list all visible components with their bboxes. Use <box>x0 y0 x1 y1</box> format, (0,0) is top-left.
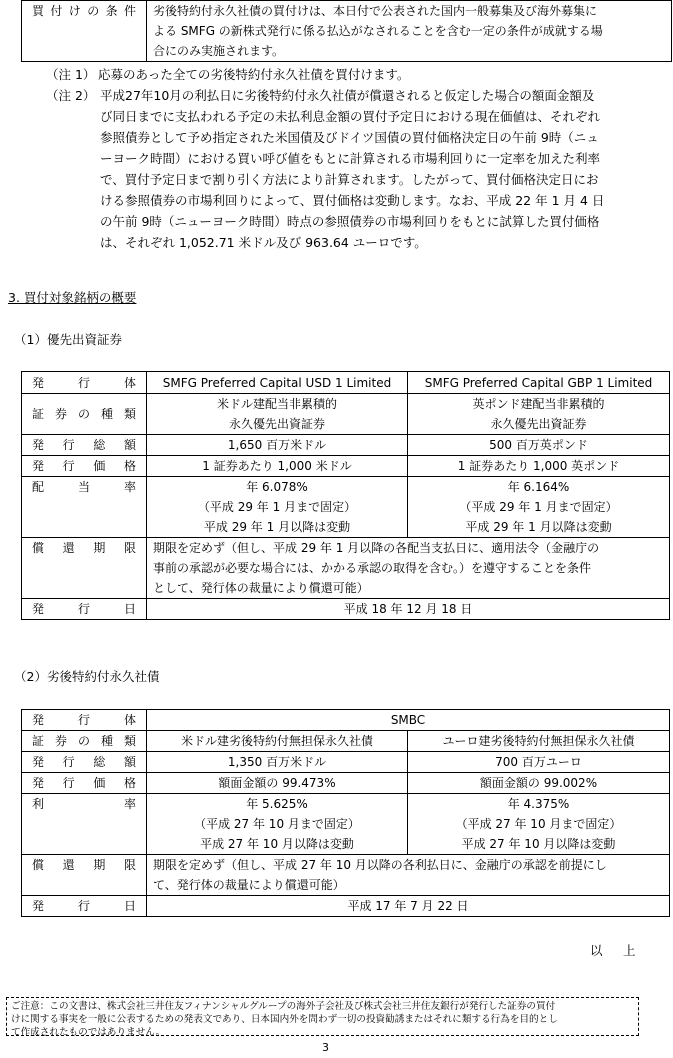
cell: ユーロ建劣後特約付無担保永久社債 <box>408 731 670 752</box>
note-line: ける参照債券の市場利回りによって、買付価格は変動します。なお、平成 22 年 1 月 4 日 <box>100 193 605 208</box>
cell <box>147 394 408 435</box>
row-label: 償還期限 <box>22 538 147 599</box>
row-label: 配当率 <box>22 477 147 538</box>
conditions-label: 買付けの条件 <box>22 1 147 62</box>
note-line: び同日までに支払われる予定の未払利息金額の買付予定日における現在価値は、それぞれ <box>100 109 601 124</box>
cell <box>408 477 670 538</box>
cell-line: として、発行体の裁量により償還可能） <box>153 581 369 595</box>
cell-line: 平成 27 年 10 月以降は変動 <box>200 837 354 851</box>
row-label: 発行体 <box>22 710 147 731</box>
cell: 1,350 百万米ドル <box>147 752 408 773</box>
row-label: 発行総額 <box>22 435 147 456</box>
cell: SMFG Preferred Capital USD 1 Limited <box>147 372 408 394</box>
conditions-line: 合にのみ実施されます。 <box>153 44 285 58</box>
cell-line: （平成 29 年 1 月まで固定） <box>197 500 357 514</box>
cell-line: 英ポンド建配当非累積的 <box>472 397 605 411</box>
cell: 額面金額の 99.002% <box>408 773 670 794</box>
cell <box>147 477 408 538</box>
section-heading: 3. 買付対象銘柄の概要 <box>8 290 137 305</box>
note-label: （注 1） <box>46 67 96 82</box>
cell-line: 年 6.164% <box>507 480 570 494</box>
cell: SMFG Preferred Capital GBP 1 Limited <box>408 372 670 394</box>
cell <box>147 794 408 855</box>
row-label: 償還期限 <box>22 855 147 896</box>
cell-line: て、発行体の裁量により償還可能） <box>153 878 345 892</box>
subsection-heading-2: （2）劣後特約付永久社債 <box>14 669 160 684</box>
cell-line: 期限を定めず（但し、平成 29 年 1 月以降の各配当支払日に、適用法令（金融庁の <box>153 541 600 555</box>
note-line: の午前 9時（ニューヨーク時間）時点の参照債券の市場利回りをもとに試算した買付価格 <box>100 214 600 229</box>
page-number: 3 <box>322 1041 329 1054</box>
cell-line: 年 4.375% <box>507 797 570 811</box>
cell: 500 百万英ポンド <box>408 435 670 456</box>
cell: 1,650 百万米ドル <box>147 435 408 456</box>
row-label: 発行総額 <box>22 752 147 773</box>
disclaimer-notice <box>6 997 639 1036</box>
note-text: 応募のあった全ての劣後特約付永久社債を買付けます。 <box>98 67 410 82</box>
cell-line: 事前の承認が必要な場合には、かかる承認の取得を含む。）を遵守することを条件 <box>153 561 592 575</box>
row-label: 発行価格 <box>22 773 147 794</box>
cell-line: （平成 27 年 10 月まで固定） <box>194 817 360 831</box>
cell <box>147 855 670 896</box>
cell: 1 証券あたり 1,000 英ポンド <box>408 456 670 477</box>
row-label: 利率 <box>22 794 147 855</box>
cell: 1 証券あたり 1,000 米ドル <box>147 456 408 477</box>
disclaimer-line: けに関する事実を一般に公表するための発表文であり、日本国内外を問わず一切の投資勧誘またはそれに類する行為を目的とし <box>11 1014 558 1025</box>
note-line: 平成27年10月の利払日に劣後特約付永久社債が償還されると仮定した場合の額面金額及 <box>100 88 595 103</box>
conditions-table <box>21 0 672 62</box>
closing-mark: 以 上 <box>590 943 640 958</box>
cell-line: 永久優先出資証券 <box>490 417 587 431</box>
conditions-line: よる SMFG の新株式発行に係る払込がなされることを含む一定の条件が成就する場 <box>153 24 603 38</box>
cell <box>147 538 670 599</box>
disclaimer-line: て作成されたものではありません。 <box>11 1027 166 1038</box>
cell-line: （平成 29 年 1 月まで固定） <box>459 500 618 514</box>
cell-line: 平成 29 年 1 月以降は変動 <box>203 520 351 534</box>
row-label: 発行価格 <box>22 456 147 477</box>
note-line: は、それぞれ 1,052.71 米ドル及び 963.64 ユーロです。 <box>100 235 427 250</box>
subordinated-bonds-table <box>21 709 670 917</box>
cell: 額面金額の 99.473% <box>147 773 408 794</box>
note-1 <box>46 64 409 85</box>
cell-line: 米ドル建配当非累積的 <box>216 397 337 411</box>
cell-line: （平成 27 年 10 月まで固定） <box>455 817 622 831</box>
note-line: ーヨーク時間）における買い呼び値をもとに計算される市場利回りに一定率を加えた利率 <box>100 151 601 166</box>
cell: SMBC <box>147 710 670 731</box>
cell-line: 年 6.078% <box>246 480 308 494</box>
row-label: 発行体 <box>22 372 147 394</box>
note-line: で、買付予定日まで割り引く方法により計算されます。したがって、買付価格決定日にお <box>100 172 599 187</box>
cell: 平成 17 年 7 月 22 日 <box>147 896 670 917</box>
note-2-text <box>100 85 660 253</box>
conditions-text <box>147 1 672 62</box>
disclaimer-line: ご注意：この文書は、株式会社三井住友フィナンシャルグループの海外子会社及び株式会社三井住友銀行が発行した証券の買付 <box>11 1001 556 1012</box>
cell <box>408 394 670 435</box>
cell-line: 年 5.625% <box>246 797 308 811</box>
row-label: 証券の種類 <box>22 731 147 752</box>
row-label: 発行日 <box>22 896 147 917</box>
cell-line: 平成 29 年 1 月以降は変動 <box>465 520 612 534</box>
cell-line: 期限を定めず（但し、平成 27 年 10 月以降の各利払日に、金融庁の承認を前提にし <box>153 858 607 872</box>
cell: 米ドル建劣後特約付無担保永久社債 <box>147 731 408 752</box>
note-2 <box>46 85 98 106</box>
note-line: 参照債券として予め指定された米国債及びドイツ国債の買付価格決定日の午前 9時（ニュ <box>100 130 599 145</box>
cell-line: 平成 27 年 10 月以降は変動 <box>461 837 616 851</box>
cell: 平成 18 年 12 月 18 日 <box>147 599 670 620</box>
conditions-line: 劣後特約付永久社債の買付けは、本日付で公表された国内一般募集及び海外募集に <box>153 4 598 18</box>
row-label: 証券の種類 <box>22 394 147 435</box>
row-label: 発行日 <box>22 599 147 620</box>
note-label: （注 2） <box>46 88 96 103</box>
cell-line: 永久優先出資証券 <box>228 417 325 431</box>
cell: 700 百万ユーロ <box>408 752 670 773</box>
cell <box>408 794 670 855</box>
subsection-heading-1: （1）優先出資証券 <box>14 332 122 347</box>
preferred-securities-table <box>21 371 670 620</box>
